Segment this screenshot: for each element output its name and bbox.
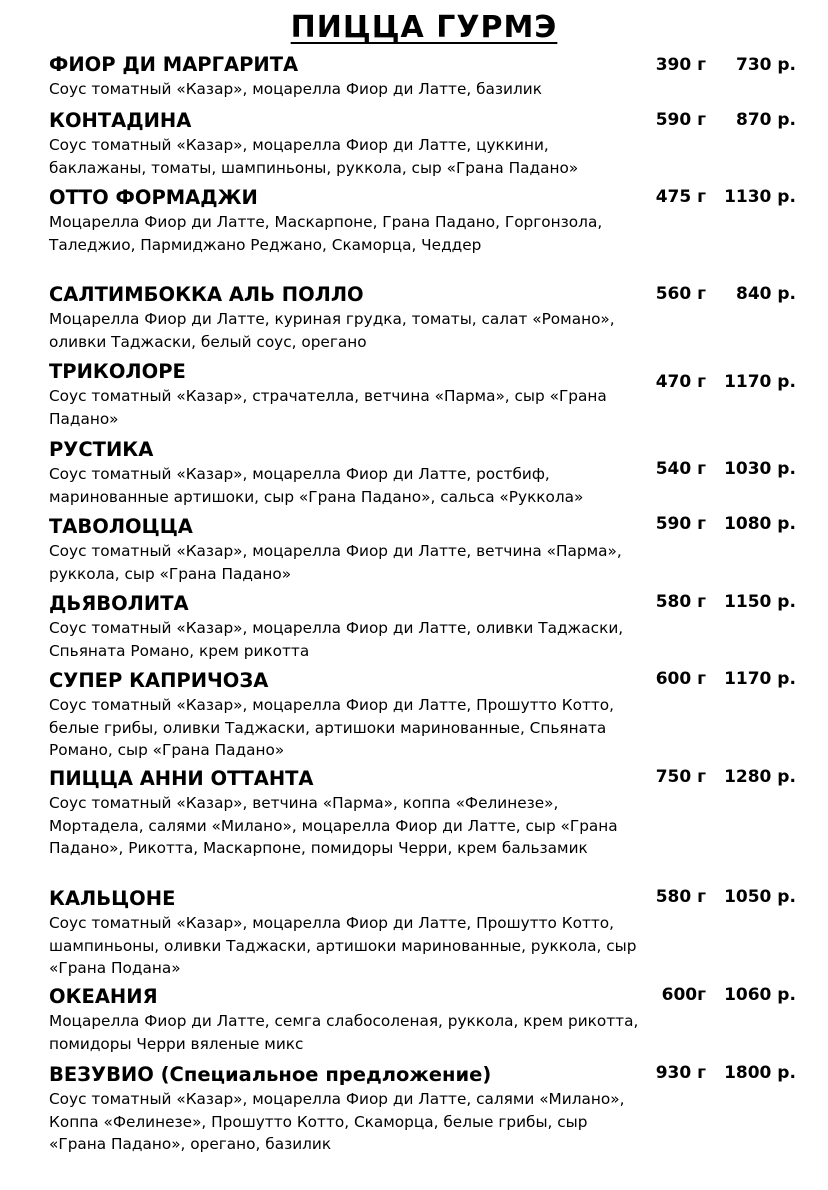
menu-item <box>49 185 809 256</box>
item-description: Соус томатный «Казар», моцарелла Фиор ди Латте, оливки Таджаски, Спьяната Романо, крем рикотта <box>49 619 624 660</box>
menu-item <box>49 514 809 585</box>
menu-item <box>49 984 809 1055</box>
menu-item <box>49 886 809 980</box>
item-price: 1150 р. <box>724 592 796 612</box>
item-name: КАЛЬЦОНЕ <box>49 887 176 910</box>
menu-item <box>49 437 809 508</box>
item-price: 1060 р. <box>724 985 796 1005</box>
menu-item <box>49 108 809 179</box>
page-title: ПИЦЦА ГУРМЭ <box>290 10 558 45</box>
item-description: Соус томатный «Казар», моцарелла Фиор ди Латте, ростбиф, маринованные артишоки, сыр «Грана Падано», сальса «Руккола» <box>49 465 584 506</box>
item-price: 1130 р. <box>724 187 796 207</box>
item-name: ОТТО ФОРМАДЖИ <box>49 186 258 209</box>
item-price: 840 р. <box>735 284 797 304</box>
item-weight: 540 г <box>655 459 706 479</box>
menu-item <box>49 1062 809 1156</box>
item-weight: 390 г <box>655 55 706 75</box>
item-name: РУСТИКА <box>49 438 154 461</box>
item-price: 1170 р. <box>724 669 796 689</box>
item-name: ФИОР ДИ МАРГАРИТА <box>49 53 299 76</box>
item-weight: 590 г <box>655 110 706 130</box>
menu-item <box>49 591 809 662</box>
item-name: ВЕЗУВИО (Специальное предложение) <box>49 1063 492 1086</box>
item-description: Соус томатный «Казар», ветчина «Парма», коппа «Фелинезе», Мортадела, салями «Милано», моцарелла Фиор ди Латте, сыр «Грана Падано», Рикотта, Маскарпоне, помидоры Черри, крем бальзамик <box>49 794 618 857</box>
item-price: 870 р. <box>735 110 797 130</box>
item-name: КОНТАДИНА <box>49 109 192 132</box>
item-price: 730 р. <box>735 55 797 75</box>
item-name: ОКЕАНИЯ <box>49 985 158 1008</box>
item-weight: 475 г <box>655 187 706 207</box>
item-weight: 600г <box>661 985 706 1005</box>
item-description: Соус томатный «Казар», моцарелла Фиор ди Латте, Прошутто Котто, белые грибы, оливки Таджаски, артишоки маринованные, Спьяната Романо, сыр «Грана Падано» <box>49 696 615 759</box>
item-price: 1030 р. <box>724 459 796 479</box>
item-description: Соус томатный «Казар», моцарелла Фиор ди Латте, салями «Милано», Коппа «Фелинезе», Прошутто Котто, Скаморца, белые грибы, сыр «Грана Падано», орегано, базилик <box>49 1090 625 1153</box>
item-weight: 560 г <box>655 284 706 304</box>
menu-item <box>49 668 809 762</box>
item-price: 1800 р. <box>724 1063 796 1083</box>
item-description: Моцарелла Фиор ди Латте, куриная грудка, томаты, салат «Романо», оливки Таджаски, белый соус, орегано <box>49 310 615 351</box>
item-weight: 580 г <box>655 887 706 907</box>
item-name: ДЬЯВОЛИТА <box>49 592 189 615</box>
menu-item <box>49 282 809 353</box>
item-price: 1080 р. <box>724 514 796 534</box>
menu-item <box>49 52 809 101</box>
item-weight: 470 г <box>655 372 706 392</box>
item-name: ТРИКОЛОРЕ <box>49 360 186 383</box>
item-name: САЛТИМБОККА АЛЬ ПОЛЛО <box>49 283 364 306</box>
item-description: Соус томатный «Казар», моцарелла Фиор ди Латте, цуккини, баклажаны, томаты, шампиньоны, руккола, сыр «Грана Падано» <box>49 136 579 177</box>
item-price: 1280 р. <box>724 767 796 787</box>
item-weight: 590 г <box>655 514 706 534</box>
item-weight: 750 г <box>655 767 706 787</box>
menu-item <box>49 359 809 430</box>
item-description: Соус томатный «Казар», моцарелла Фиор ди Латте, Прошутто Котто, шампиньоны, оливки Таджаски, артишоки маринованные, руккола, сыр «Грана Подана» <box>49 914 637 977</box>
item-price: 1170 р. <box>724 372 796 392</box>
item-weight: 600 г <box>655 669 706 689</box>
item-description: Соус томатный «Казар», моцарелла Фиор ди Латте, ветчина «Парма», руккола, сыр «Грана Падано» <box>49 542 622 583</box>
menu-item <box>49 766 809 860</box>
item-name: ТАВОЛОЦЦА <box>49 515 193 538</box>
item-name: ПИЦЦА АННИ ОТТАНТА <box>49 767 314 790</box>
item-description: Моцарелла Фиор ди Латте, семга слабосоленая, руккола, крем рикотта, помидоры Черри вяленые микс <box>49 1012 639 1053</box>
item-weight: 580 г <box>655 592 706 612</box>
item-description: Соус томатный «Казар», моцарелла Фиор ди Латте, базилик <box>49 80 542 98</box>
item-name: СУПЕР КАПРИЧОЗА <box>49 669 269 692</box>
item-description: Соус томатный «Казар», страчателла, ветчина «Парма», сыр «Грана Падано» <box>49 387 607 428</box>
item-weight: 930 г <box>655 1063 706 1083</box>
item-description: Моцарелла Фиор ди Латте, Маскарпоне, Грана Падано, Горгонзола, Таледжио, Пармиджано Реджано, Скаморца, Чеддер <box>49 213 603 254</box>
item-price: 1050 р. <box>724 887 796 907</box>
